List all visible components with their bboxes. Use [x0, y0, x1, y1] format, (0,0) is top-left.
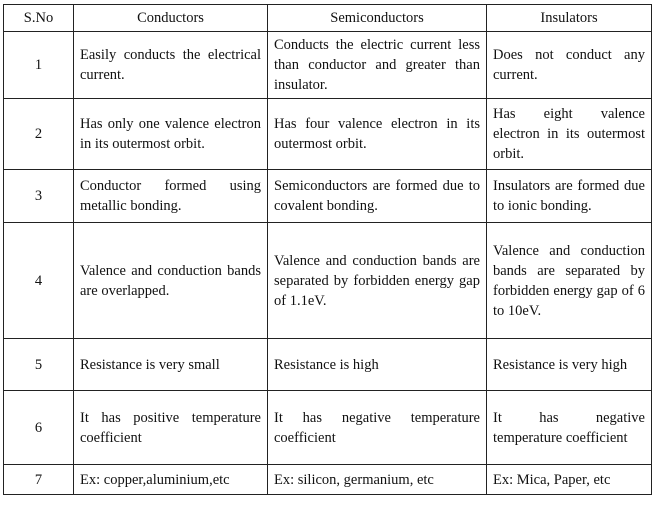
insulators-cell: Valence and conduction bands are separated by forbidden energy gap of 6 to 10eV. [487, 223, 652, 339]
insulators-cell: Resistance is very high [487, 339, 652, 391]
header-insulators: Insulators [487, 5, 652, 32]
sno-cell: 1 [4, 32, 74, 99]
table-row [4, 223, 652, 339]
sno-cell: 2 [4, 99, 74, 170]
insulators-cell: Has eight valence electron in its outermost orbit. [487, 99, 652, 170]
insulators-cell: It has negative temperature coefficient [487, 391, 652, 465]
comparison-table [3, 4, 652, 495]
sno-cell: 7 [4, 465, 74, 495]
header-sno: S.No [4, 5, 74, 32]
conductors-cell: Resistance is very small [74, 339, 268, 391]
table-row [4, 339, 652, 391]
insulators-cell: Insulators are formed due to ionic bonding. [487, 170, 652, 223]
table-row [4, 32, 652, 99]
semiconductors-cell: Ex: silicon, germanium, etc [268, 465, 487, 495]
semiconductors-cell: Valence and conduction bands are separated by forbidden energy gap of 1.1eV. [268, 223, 487, 339]
semiconductors-cell: Conducts the electric current less than conductor and greater than insulator. [268, 32, 487, 99]
table-row [4, 170, 652, 223]
conductors-cell: Easily conducts the electrical current. [74, 32, 268, 99]
insulators-cell: Ex: Mica, Paper, etc [487, 465, 652, 495]
header-semiconductors: Semiconductors [268, 5, 487, 32]
conductors-cell: Valence and conduction bands are overlapped. [74, 223, 268, 339]
semiconductors-cell: Semiconductors are formed due to covalent bonding. [268, 170, 487, 223]
semiconductors-cell: Resistance is high [268, 339, 487, 391]
conductors-cell: Conductor formed using metallic bonding. [74, 170, 268, 223]
sno-cell: 4 [4, 223, 74, 339]
table-row [4, 465, 652, 495]
table-row [4, 99, 652, 170]
insulators-cell: Does not conduct any current. [487, 32, 652, 99]
semiconductors-cell: It has negative temperature coefficient [268, 391, 487, 465]
conductors-cell: It has positive temperature coefficient [74, 391, 268, 465]
conductors-cell: Ex: copper,aluminium,etc [74, 465, 268, 495]
conductors-cell: Has only one valence electron in its outermost orbit. [74, 99, 268, 170]
sno-cell: 3 [4, 170, 74, 223]
table-row [4, 391, 652, 465]
header-row [4, 5, 652, 32]
semiconductors-cell: Has four valence electron in its outermost orbit. [268, 99, 487, 170]
header-conductors: Conductors [74, 5, 268, 32]
sno-cell: 6 [4, 391, 74, 465]
sno-cell: 5 [4, 339, 74, 391]
